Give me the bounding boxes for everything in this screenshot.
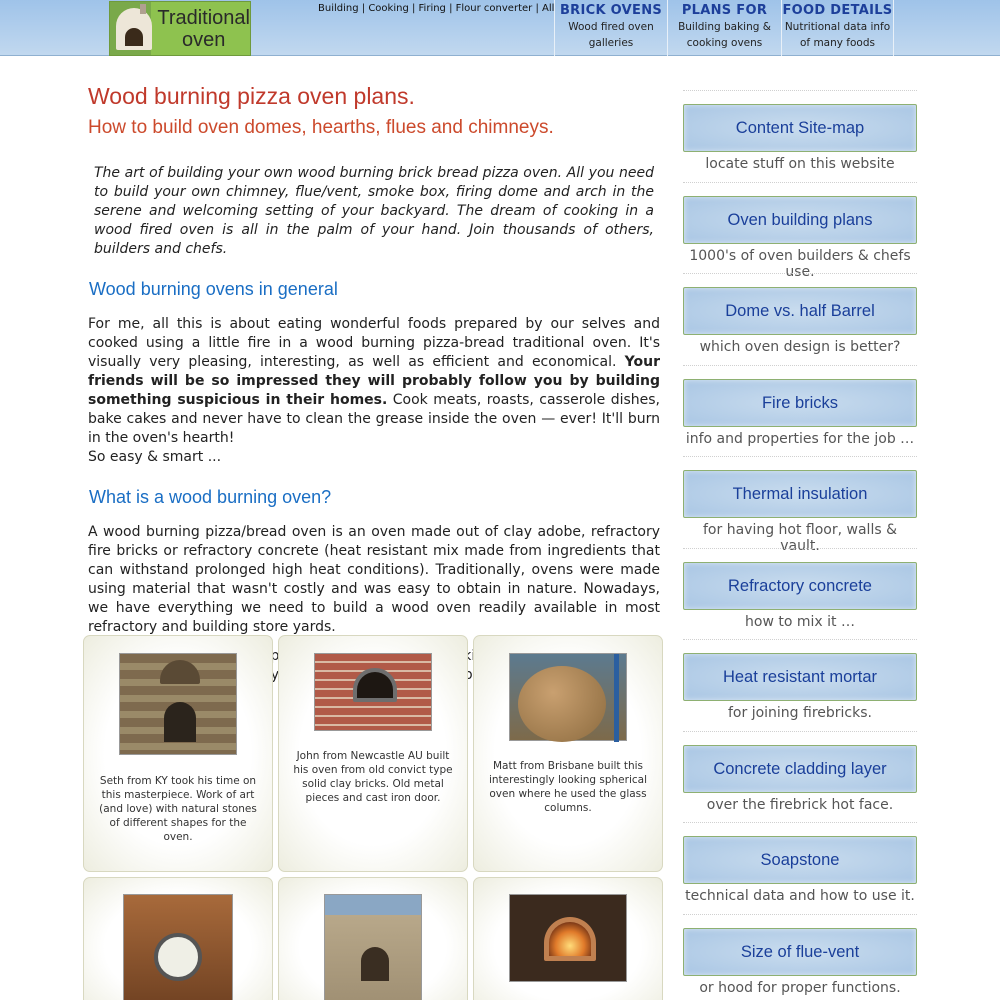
top-link-building[interactable]: Building: [318, 3, 359, 14]
top-link-all[interactable]: All: [542, 3, 555, 14]
general-text-bold: Your friends will be so impressed they will probably follow you by building something suspicious in their homes.: [88, 354, 660, 408]
nav-plans-for-sub2: cooking ovens: [686, 37, 763, 49]
sidebar-item-fire-bricks: [683, 365, 917, 455]
top-link-cooking[interactable]: Cooking: [368, 3, 409, 14]
logo-text-line1: Traditional: [157, 6, 250, 29]
top-link-firing[interactable]: Firing: [418, 3, 446, 14]
section-what-is-p1: A wood burning pizza/bread oven is an oven made out of clay adobe, refractory fire bricks or refractory concrete (heat resistant mix made from ingredients that can withstand prolonged high heat conditions). Traditionally, ovens were made using material that wasn't costly and was easy to obtain in nature. Nowadays, we have everything we need to build a wood oven readily available in most refractory and building store yards.: [88, 524, 660, 635]
soapstone-button[interactable]: Soapstone: [683, 836, 917, 884]
brick-oven-photo[interactable]: [314, 653, 432, 731]
spherical-oven-photo[interactable]: [509, 653, 627, 741]
nav-brick-ovens[interactable]: [554, 0, 667, 56]
section-heading-general: Wood burning ovens in general: [89, 279, 338, 299]
general-text-b: Cook meats, roasts, casserole dishes, bake cakes and never have to clean the grease inside the oven — ever! It'll burn in the oven's hearth!: [88, 392, 660, 446]
oven-building-plans-button[interactable]: Oven building plans: [683, 196, 917, 244]
top-links: Building | Cooking | Firing | Flour converter | All: [318, 3, 555, 14]
sidebar-desc: for having hot floor, walls & vault.: [703, 522, 897, 554]
gallery-card[interactable]: [278, 877, 468, 1000]
sidebar-desc: for joining firebricks.: [728, 705, 872, 721]
section-heading-what-is: What is a wood burning oven?: [89, 487, 332, 507]
gallery-caption: Seth from KY took his time on this masterpiece. Work of art (and love) with natural stones of different shapes for the oven.: [99, 775, 257, 843]
thermal-insulation-button[interactable]: Thermal insulation: [683, 470, 917, 518]
sidebar-desc: which oven design is better?: [699, 339, 901, 355]
general-text-c: So easy & smart ...: [88, 449, 222, 465]
sidebar-desc: over the firebrick hot face.: [706, 797, 894, 813]
top-link-flour-converter[interactable]: Flour converter: [455, 3, 533, 14]
nav-brick-ovens-sub2: galleries: [588, 37, 634, 49]
nav-plans-for[interactable]: [667, 0, 781, 56]
sidebar-desc: how to mix it …: [745, 614, 855, 630]
heat-resistant-mortar-button[interactable]: Heat resistant mortar: [683, 653, 917, 701]
sidebar-desc: 1000's of oven builders & chefs use.: [689, 248, 911, 280]
nav-food-details-title: FOOD DETAILS: [782, 3, 893, 18]
sidebar-item-flue-vent: [683, 914, 917, 1000]
concrete-cladding-button[interactable]: Concrete cladding layer: [683, 745, 917, 793]
page-subtitle: How to build oven domes, hearths, flues and chimneys.: [88, 117, 554, 138]
stone-oven-photo[interactable]: [119, 653, 237, 755]
oven-logo-icon: [110, 2, 151, 55]
section-general-text: [88, 315, 660, 467]
gallery-card[interactable]: [473, 635, 663, 872]
site-map-button[interactable]: Content Site-map: [683, 104, 917, 152]
sidebar-item-oven-plans: [683, 182, 917, 280]
sidebar-item-soapstone: [683, 822, 917, 912]
logo-text-line2: oven: [181, 28, 226, 51]
sidebar-item-concrete-cladding: [683, 731, 917, 821]
nav-plans-for-sub1: Building baking &: [678, 21, 771, 33]
general-text-a: For me, all this is about eating wonderful foods prepared by our selves and cooked using a little fire in a wood burning pizza-bread traditional oven. It's visually very pleasing, interesting, as well as efficient and economical.: [88, 316, 660, 370]
gallery-caption: Matt from Brisbane built this interestingly looking spherical oven where he used the glass columns.: [488, 760, 648, 814]
gallery-card[interactable]: [83, 635, 273, 872]
main-content: [88, 80, 660, 704]
refractory-concrete-button[interactable]: Refractory concrete: [683, 562, 917, 610]
tower-oven-photo[interactable]: [324, 894, 422, 1000]
nav-brick-ovens-title: BRICK OVENS: [559, 3, 663, 18]
gallery-card[interactable]: [83, 877, 273, 1000]
dome-vs-barrel-button[interactable]: Dome vs. half Barrel: [683, 287, 917, 335]
gallery-caption: John from Newcastle AU built his oven from old convict type solid clay bricks. Old metal pieces and cast iron door.: [293, 750, 453, 804]
gallery-card[interactable]: [278, 635, 468, 872]
site-header: [0, 0, 1000, 56]
site-logo[interactable]: [109, 1, 251, 56]
flue-vent-size-button[interactable]: Size of flue-vent: [683, 928, 917, 976]
nav-food-details-sub1: Nutritional data info: [784, 21, 891, 33]
gallery-card[interactable]: [473, 877, 663, 1000]
nav-plans-for-title: PLANS FOR: [681, 3, 768, 18]
sidebar-desc: locate stuff on this website: [705, 156, 895, 172]
sidebar-desc: info and properties for the job …: [685, 431, 915, 447]
fire-bricks-button[interactable]: Fire bricks: [683, 379, 917, 427]
sidebar-desc: or hood for proper functions.: [699, 980, 901, 996]
sidebar-item-heat-resistant-mortar: [683, 639, 917, 729]
copper-oven-photo[interactable]: [123, 894, 233, 1000]
nav-food-details[interactable]: [781, 0, 894, 56]
sidebar-item-dome-vs-barrel: [683, 273, 917, 363]
intro-paragraph: The art of building your own wood burning brick bread pizza oven. All you need to build your own chimney, flue/vent, smoke box, firing dome and arch in the serene and welcoming setting of your backyard. The dream of cooking in a wood fired oven is all in the palm of your hand. Join thousands of others, builders and chefs.: [94, 165, 654, 257]
page-title: Wood burning pizza oven plans.: [88, 83, 415, 109]
nav-brick-ovens-sub1: Wood fired oven: [568, 21, 654, 33]
nav-food-details-sub2: of many foods: [799, 37, 875, 49]
sidebar-desc: technical data and how to use it.: [685, 888, 915, 904]
sidebar-item-thermal-insulation: [683, 456, 917, 554]
fire-oven-photo[interactable]: [509, 894, 627, 982]
sidebar-item-refractory-concrete: [683, 548, 917, 638]
sidebar-item-site-map: [683, 90, 917, 180]
logo-text: [151, 7, 250, 51]
